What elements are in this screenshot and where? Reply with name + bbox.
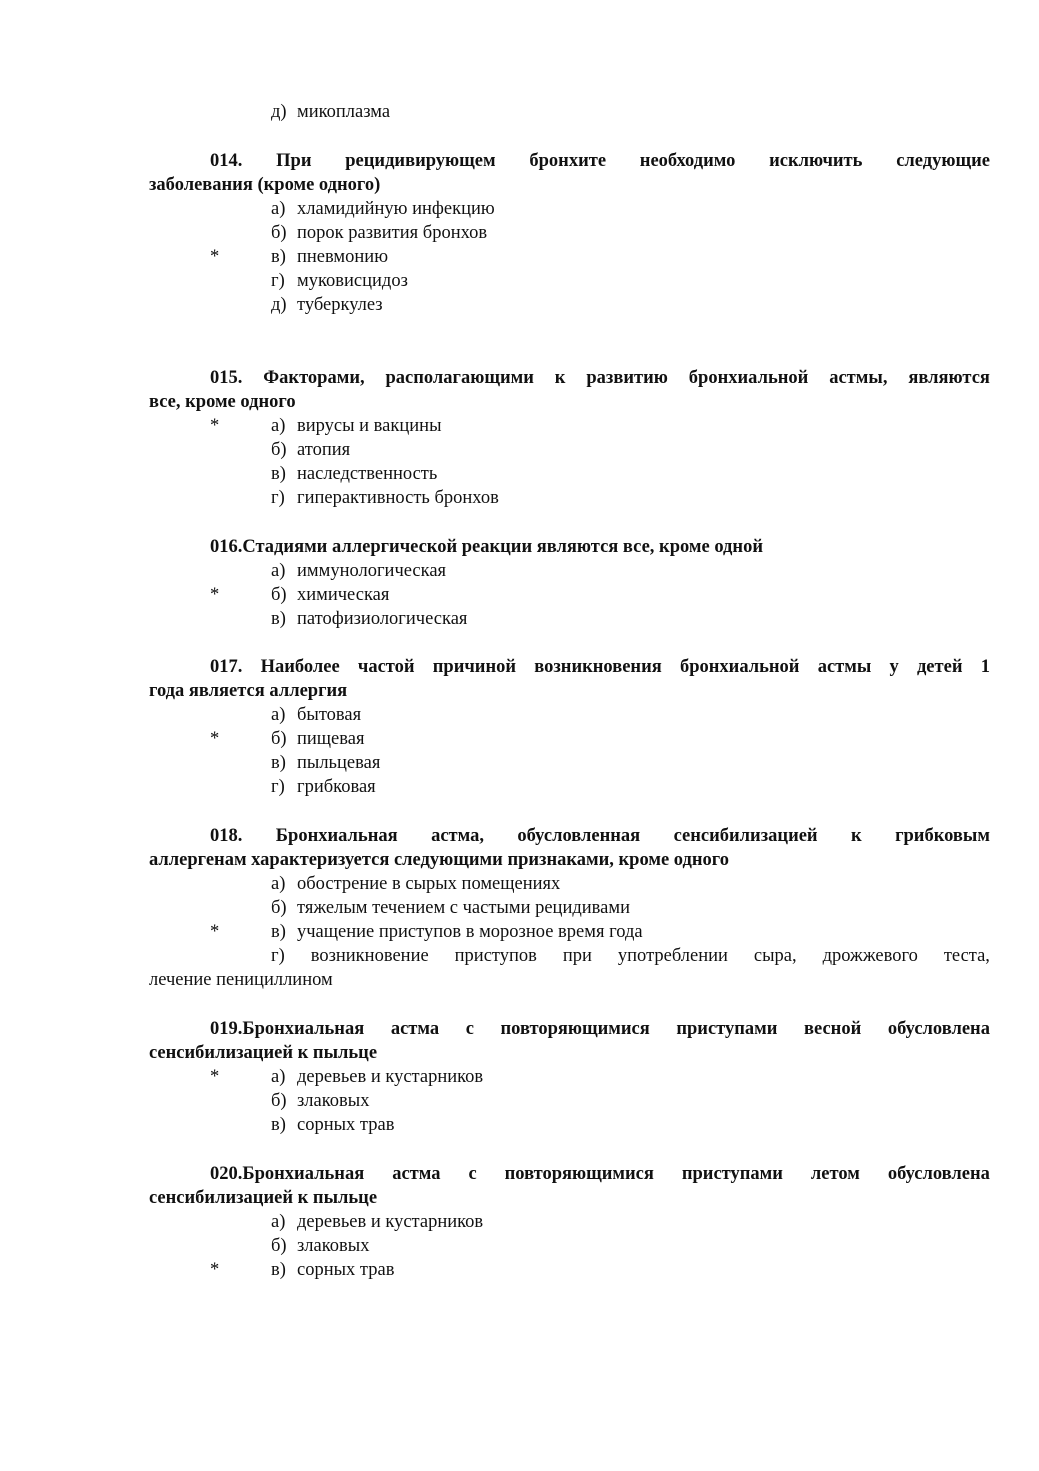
question-number: 016. bbox=[210, 537, 243, 557]
question-number: 014. bbox=[210, 151, 243, 171]
option-word: дрожжевого bbox=[822, 946, 918, 966]
question-word: детей bbox=[916, 657, 963, 677]
question-word: При bbox=[276, 151, 312, 171]
option-letter: б) bbox=[271, 223, 287, 243]
option-text: деревьев и кустарников bbox=[297, 1212, 484, 1232]
question-word: рецидивирующем bbox=[345, 151, 496, 171]
question-word: к bbox=[554, 368, 566, 388]
option-letter: а) bbox=[271, 416, 286, 436]
option-word: теста, bbox=[943, 946, 990, 966]
option-word: возникновение bbox=[310, 946, 429, 966]
question-word: астма, bbox=[431, 826, 484, 846]
option-letter: а) bbox=[271, 705, 286, 725]
question-word: бронхиальной bbox=[679, 657, 800, 677]
option-text: деревьев и кустарников bbox=[297, 1067, 484, 1087]
option-letter: б) bbox=[271, 1236, 287, 1256]
question-title-line bbox=[210, 824, 990, 848]
question-title-line: сенсибилизацией к пыльце bbox=[149, 1043, 378, 1063]
option-text: сорных трав bbox=[297, 1260, 395, 1280]
correct-answer-marker: * bbox=[210, 416, 220, 436]
question-title-line: все, кроме одного bbox=[149, 392, 296, 412]
option-word: приступов bbox=[454, 946, 537, 966]
question-word: с bbox=[465, 1019, 474, 1039]
question-word: частой bbox=[357, 657, 415, 677]
question-word: обусловленная bbox=[517, 826, 641, 846]
question-title-line: аллергенам характеризуется следующими признаками, кроме одного bbox=[149, 850, 729, 870]
question-first bbox=[210, 1162, 364, 1186]
option-letter: г) bbox=[271, 946, 285, 966]
option-letter: в) bbox=[271, 1260, 286, 1280]
option-letter: а) bbox=[271, 874, 286, 894]
option-text: бытовая bbox=[297, 705, 362, 725]
correct-answer-marker: * bbox=[210, 729, 220, 749]
option-text: туберкулез bbox=[297, 295, 383, 315]
option-letter: в) bbox=[271, 1115, 286, 1135]
question-word: повторяющимися bbox=[504, 1164, 654, 1184]
option-letter: д) bbox=[271, 102, 287, 122]
option-letter: б) bbox=[271, 585, 287, 605]
option-letter: б) bbox=[271, 1091, 287, 1111]
question-word: сенсибилизацией bbox=[673, 826, 818, 846]
question-word: приступами bbox=[681, 1164, 783, 1184]
option-letter: в) bbox=[271, 609, 286, 629]
question-word: летом bbox=[810, 1164, 860, 1184]
question-word: обусловлена bbox=[887, 1019, 990, 1039]
option-text: химическая bbox=[297, 585, 390, 605]
correct-answer-marker: * bbox=[210, 1260, 220, 1280]
question-text: Стадиями аллергической реакции являются все, кроме одной bbox=[242, 537, 763, 557]
question-word: астма bbox=[392, 1164, 441, 1184]
option-text: атопия bbox=[297, 440, 351, 460]
question-word: следующие bbox=[896, 151, 990, 171]
option-letter: г) bbox=[271, 777, 285, 797]
option-text: лечение пенициллином bbox=[149, 970, 333, 990]
question-word: с bbox=[468, 1164, 477, 1184]
option-text: наследственность bbox=[297, 464, 438, 484]
question-word: Наиболее bbox=[260, 657, 340, 677]
option-text: хламидийную инфекцию bbox=[297, 199, 495, 219]
option-text: обострение в сырых помещениях bbox=[297, 874, 561, 894]
option-text: пищевая bbox=[297, 729, 365, 749]
question-word: астма bbox=[390, 1019, 440, 1039]
option-word: сыра, bbox=[753, 946, 797, 966]
question-word: к bbox=[851, 826, 862, 846]
option-letter: а) bbox=[271, 561, 286, 581]
option-letter: в) bbox=[271, 464, 286, 484]
question-word: повторяющимися bbox=[500, 1019, 650, 1039]
question-title-line bbox=[210, 535, 763, 559]
question-word: Бронхиальная bbox=[275, 826, 398, 846]
question-word: необходимо bbox=[639, 151, 736, 171]
question-word: весной bbox=[804, 1019, 862, 1039]
question-word: развитию bbox=[586, 368, 668, 388]
question-word: у bbox=[889, 657, 899, 677]
option-text: муковисцидоз bbox=[297, 271, 408, 291]
option-text: вирусы и вакцины bbox=[297, 416, 442, 436]
option-text: гиперактивность бронхов bbox=[297, 488, 499, 508]
option-letter: в) bbox=[271, 247, 286, 267]
question-title-line: года является аллергия bbox=[149, 681, 348, 701]
option-text: пыльцевая bbox=[297, 753, 381, 773]
option-text: сорных трав bbox=[297, 1115, 395, 1135]
question-word: астмы bbox=[817, 657, 872, 677]
question-word: обусловлена bbox=[887, 1164, 990, 1184]
question-word: являются bbox=[908, 368, 990, 388]
correct-answer-marker: * bbox=[210, 922, 220, 942]
question-word: Бронхиальная bbox=[242, 1019, 365, 1039]
option-letter: д) bbox=[271, 295, 287, 315]
question-word: бронхиальной bbox=[688, 368, 809, 388]
option-text: учащение приступов в морозное время года bbox=[297, 922, 643, 942]
question-title-line: сенсибилизацией к пыльце bbox=[149, 1188, 378, 1208]
option-letter: в) bbox=[271, 922, 286, 942]
question-title-line bbox=[210, 1017, 990, 1041]
question-word: Бронхиальная bbox=[242, 1164, 365, 1184]
question-title-line bbox=[210, 149, 990, 173]
option-letter: г) bbox=[271, 488, 285, 508]
correct-answer-marker: * bbox=[210, 585, 220, 605]
question-word: приступами bbox=[676, 1019, 778, 1039]
option-line bbox=[271, 944, 990, 968]
option-text: патофизиологическая bbox=[297, 609, 468, 629]
option-letter: а) bbox=[271, 199, 286, 219]
question-number: 019. bbox=[210, 1019, 243, 1039]
question-first bbox=[210, 1017, 364, 1041]
option-text: пневмонию bbox=[297, 247, 389, 267]
option-word: употреблении bbox=[617, 946, 728, 966]
question-word: исключить bbox=[769, 151, 863, 171]
option-text: злаковых bbox=[297, 1236, 370, 1256]
question-number: 020. bbox=[210, 1164, 243, 1184]
option-text: тяжелым течением с частыми рецидивами bbox=[297, 898, 630, 918]
option-letter: в) bbox=[271, 753, 286, 773]
option-letter: а) bbox=[271, 1067, 286, 1087]
option-text: порок развития бронхов bbox=[297, 223, 488, 243]
question-number: 015. bbox=[210, 368, 243, 388]
option-letter: б) bbox=[271, 440, 287, 460]
question-number: 018. bbox=[210, 826, 243, 846]
option-letter: б) bbox=[271, 898, 287, 918]
question-number: 017. bbox=[210, 657, 243, 677]
question-title-line bbox=[210, 1162, 990, 1186]
option-letter: б) bbox=[271, 729, 287, 749]
correct-answer-marker: * bbox=[210, 247, 220, 267]
question-word: располагающими bbox=[385, 368, 534, 388]
option-letter: а) bbox=[271, 1212, 286, 1232]
option-letter: г) bbox=[271, 271, 285, 291]
option-word: при bbox=[562, 946, 592, 966]
question-word: грибковым bbox=[895, 826, 990, 846]
option-text: злаковых bbox=[297, 1091, 370, 1111]
question-word: Факторами, bbox=[263, 368, 365, 388]
question-word: возникновения bbox=[534, 657, 662, 677]
correct-answer-marker: * bbox=[210, 1067, 220, 1087]
question-word: причиной bbox=[432, 657, 517, 677]
question-word: 1 bbox=[980, 657, 990, 677]
question-title-line: заболевания (кроме одного) bbox=[149, 175, 381, 195]
option-text: иммунологическая bbox=[297, 561, 447, 581]
question-word: бронхите bbox=[529, 151, 607, 171]
question-word: астмы, bbox=[829, 368, 888, 388]
question-title-line bbox=[210, 366, 990, 390]
option-text: грибковая bbox=[297, 777, 376, 797]
question-title-line bbox=[210, 655, 990, 679]
option-text: микоплазма bbox=[297, 102, 391, 122]
